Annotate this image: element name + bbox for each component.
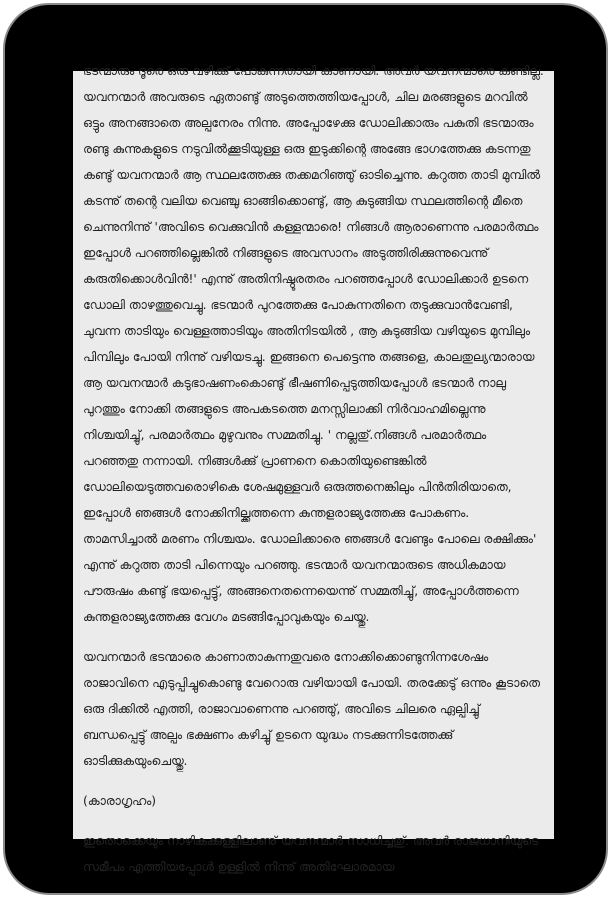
paragraph: ഇതൊക്കെയും നാഴികക്കുള്ളിലാണു് യവനന്മാർ സാധിച്ചതു്. അവർ രാജധാനിയുടെ സമീപം എത്തിയപ്പോൾ ഉള്ളിൽ നിന്നു് അതിഘോരമായ (83, 834, 539, 874)
section-heading: (കാരാഗൃഹം) (83, 794, 157, 808)
paragraph: ഭടന്മാരും ദൂരെ ഒരു വഴിക്കു് പോകുന്നതായി കാണായി. അവർ യവനന്മാരെ കണ്ടില്ല. യവനന്മാർ അവരുടെ ഏതാണ്ടു് അടുത്തെത്തിയപ്പോൾ, ചില മരങ്ങളുടെ മറവിൽ ഒട്ടും അനങ്ങാതെ അല്പനേരം നിന്നു. അപ്പോഴേക്കു ഡോലിക്കാരും പകുതി ഭടന്മാരും രണ്ടു കുന്നുകളുടെ നടുവിൽക്കൂടിയുള്ള ഒരു ഇടുക്കിന്റെ അങ്ങേ ഭാഗത്തേക്കു കടന്നതു കണ്ടു് യവനന്മാർ ആ സ്ഥലത്തേക്കു തക്കമറിഞ്ഞു് ഓടിച്ചെന്നു. കറുത്ത താടി മുമ്പിൽ കടന്നു് തന്റെ വലിയ വെഞ്ചു ഓങ്ങിക്കൊണ്ടു്, ആ കുടുങ്ങിയ സ്ഥലത്തിന്റെ മീതെ ചെന്നുനിന്നു് 'അവിടെ വെക്കുവിൻ കള്ളന്മാരെ! നിങ്ങൾ ആരാണെന്നു പരമാർത്ഥം ഇപ്പോൾ പറഞ്ഞില്ലെങ്കിൽ നിങ്ങളുടെ അവസാനം അടുത്തിരിക്കുന്നുവെന്നു് കരുതിക്കൊൾവിൻ!' എന്നു് അതിനിഷ്ഠൂരതരം പറഞ്ഞപ്പോൾ ഡോലിക്കാർ ഉടനെ ഡോലി താഴത്തുവെച്ചു. ഭടന്മാർ പുറത്തേക്കു പോകുന്നതിനെ തടുക്കുവാൻവേണ്ടി, ചുവന്ന താടിയും വെള്ളത്താടിയും അതിനിടയിൽ , ആ കുടുങ്ങിയ വഴിയുടെ മുമ്പിലും പിമ്പിലും പോയി നിന്നു് വഴിയടച്ചു. ഇങ്ങനെ പെട്ടെന്നു തങ്ങളെ, കാലതുല്യന്മാരായ ആ യവനന്മാർ കടുഭാഷണംകൊണ്ടു് ഭീഷണിപ്പെടുത്തിയപ്പോൾ ഭടന്മാർ നാലു പുറത്തും നോക്കി തങ്ങളുടെ അപകടത്തെ മനസ്സിലാക്കി നിർവാഹമില്ലെന്നു നിശ്ചയിച്ചു്, പരമാർത്ഥം മുഴുവനും സമ്മതിച്ചു. ' നല്ലതു്.നിങ്ങൾ പരമാർത്ഥം പറഞ്ഞതു നന്നായി. നിങ്ങൾക്കു് പ്രാണനെ കൊതിയുണ്ടെങ്കിൽ ഡോലിയെടുത്തവരൊഴികെ ശേഷമുള്ളവർ ഒരുത്തനെങ്കിലും പിൻതിരിയാതെ, ഇപ്പോൾ ഞങ്ങൾ നോക്കിനില്ക്കത്തന്നെ കുന്തളരാജ്യത്തേക്കു പോകണം. താമസിച്ചാൽ മരണം നിശ്ചയം. ഡോലിക്കാരെ ഞങ്ങൾ വേണ്ടും പോലെ രക്ഷിക്കും' എന്നു് കറുത്ത താടി പിന്നെയും പറഞ്ഞു. ഭടന്മാർ യവനന്മാരുടെ അധികമായ പൗരുഷം കണ്ടു് ഭയപ്പെട്ടു്, അങ്ങനെതന്നെയെന്നു് സമ്മതിച്ചു്, അപ്പോൾത്തന്നെ കുന്തളരാജ്യത്തേക്കു വേഗം മടങ്ങിപ്പോവുകയും ചെയ്തു. (83, 64, 544, 624)
document-text (73, 58, 554, 880)
paragraph: യവനന്മാർ ഭടന്മാരെ കാണാതാകുന്നതുവരെ നോക്കിക്കൊണ്ടുനിന്നശേഷം രാജാവിനെ എടുപ്പിച്ചുകൊണ്ടു വേറൊരു വഴിയായി പോയി. തരക്കേടു് ഒന്നും കൂടാതെ ഒരു ദിക്കിൽ എത്തി, രാജാവാണെന്നു പറഞ്ഞു്, അവിടെ ചിലരെ ഏല്പിച്ചു് ബന്ധപ്പെട്ടു് അല്പം ഭക്ഷണം കഴിച്ചു് ഉടനെ യുദ്ധം നടക്കുന്നിടത്തേക്കു് ഓടിക്കുകയുംചെയ്തു. (83, 650, 540, 768)
tablet-frame (3, 3, 608, 895)
reader-screen[interactable] (73, 64, 554, 874)
